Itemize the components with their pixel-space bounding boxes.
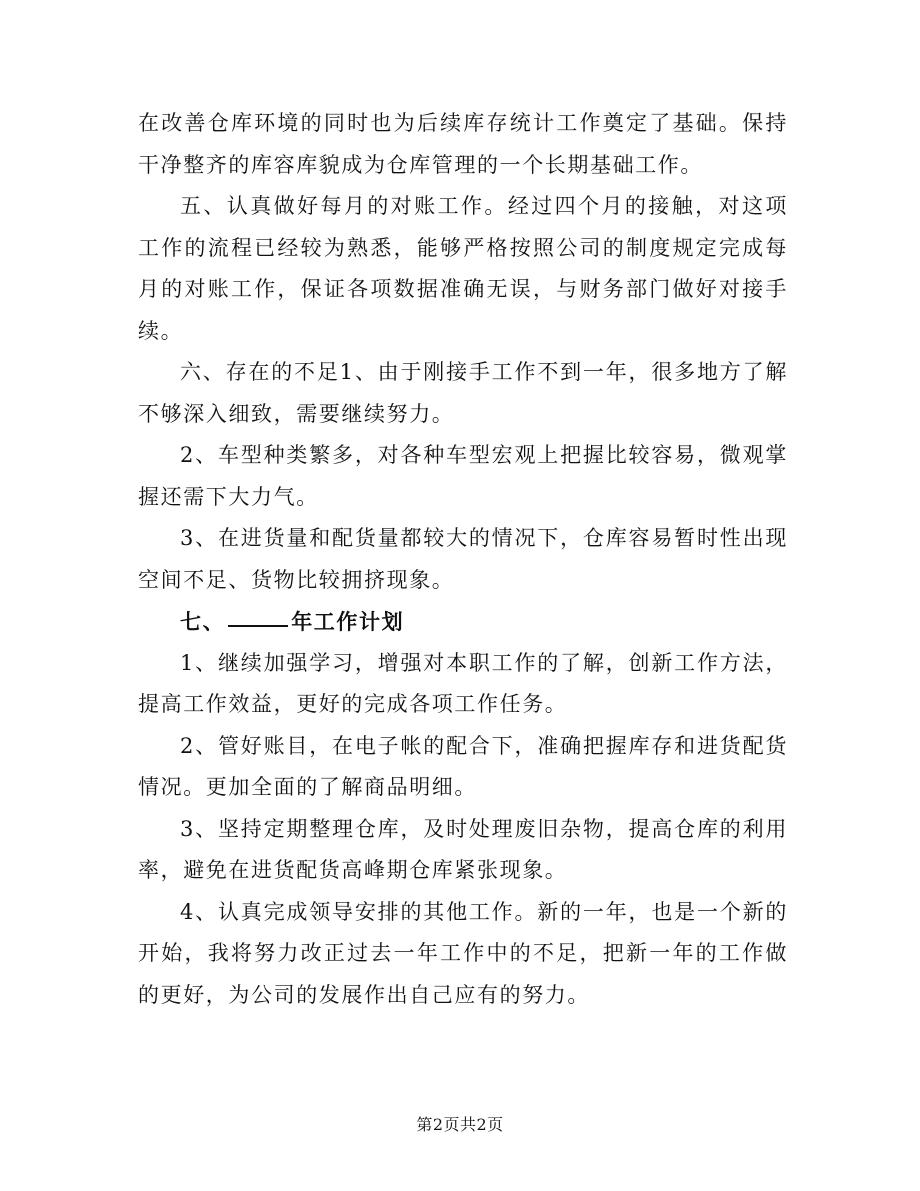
paragraph-shortcoming-2: 2、车型种类繁多，对各种车型宏观上把握比较容易，微观掌握还需下大力气。: [138, 443, 788, 509]
paragraph-shortcoming-3: 3、在进货量和配货量都较大的情况下，仓库容易暂时性出现空间不足、货物比较拥挤现象。: [138, 526, 788, 592]
year-blank-line: [228, 624, 288, 627]
paragraph-continuation: 在改善仓库环境的同时也为后续库存统计工作奠定了基础。保持干净整齐的库容库貌成为仓库管理的一个长期基础工作。: [138, 111, 788, 177]
heading-prefix: 七、: [180, 609, 226, 634]
plan-item-2: 2、管好账目，在电子帐的配合下，准确把握库存和进货配货情况。更加全面的了解商品明细。: [138, 733, 788, 799]
plan-item-3: 3、坚持定期整理仓库，及时处理废旧杂物，提高仓库的利用率，避免在进货配货高峰期仓库紧张现象。: [138, 816, 788, 882]
document-body: [138, 103, 788, 1016]
heading-suffix: 年工作计划: [291, 609, 405, 634]
plan-item-1: 1、继续加强学习，增强对本职工作的了解，创新工作方法，提高工作效益，更好的完成各项工作任务。: [138, 650, 788, 716]
section-heading-plan: [138, 601, 788, 643]
plan-item-4: 4、认真完成领导安排的其他工作。新的一年，也是一个新的开始，我将努力改正过去一年工作中的不足，把新一年的工作做的更好，为公司的发展作出自己应有的努力。: [138, 899, 788, 1007]
paragraph-section-5: 五、认真做好每月的对账工作。经过四个月的接触，对这项工作的流程已经较为熟悉，能够严格按照公司的制度规定完成每月的对账工作，保证各项数据准确无误，与财务部门做好对接手续。: [138, 194, 788, 343]
page-number-footer: 第2页共2页: [416, 1115, 504, 1134]
paragraph-section-6: 六、存在的不足1、由于刚接手工作不到一年，很多地方了解不够深入细致，需要继续努力。: [138, 360, 788, 426]
